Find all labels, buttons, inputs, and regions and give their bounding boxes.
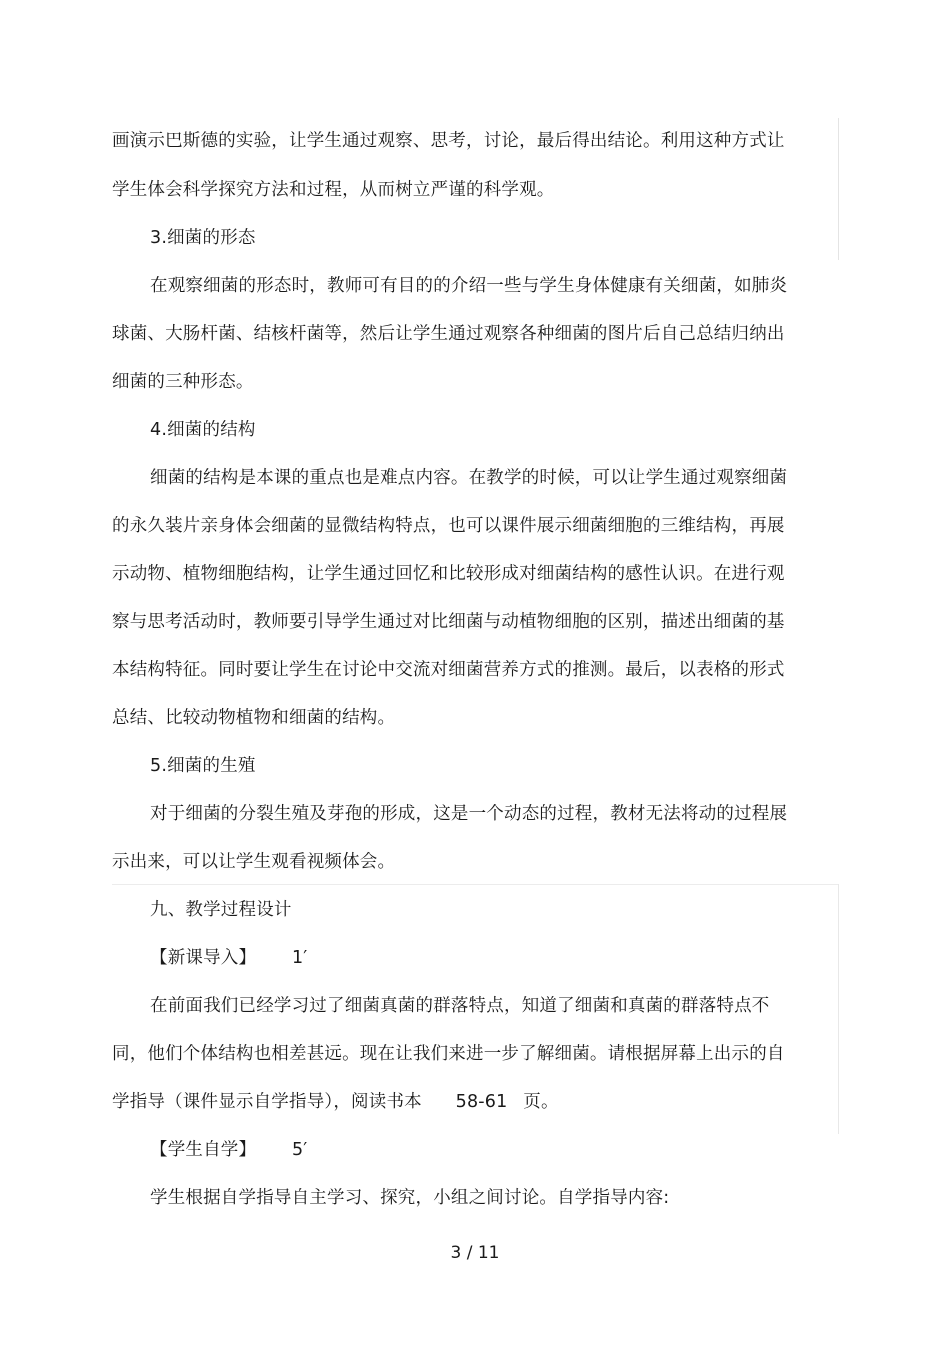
step-duration: 5′ <box>291 1140 308 1160</box>
margin-rule-top <box>838 118 839 260</box>
step-title: 【学生自学】 <box>150 1140 257 1160</box>
section-heading: 九、教学过程设计 <box>150 900 292 920</box>
step-heading <box>150 1138 307 1162</box>
paragraph-line: 的永久装片亲身体会细菌的显微结构特点，也可以课件展示细菌细胞的三维结构，再展 <box>112 516 785 536</box>
page-range: 58-61 <box>455 1092 508 1112</box>
paragraph-line: 学生体会科学探究方法和过程，从而树立严谨的科学观。 <box>112 180 555 200</box>
paragraph-line: 总结、比较动物植物和细菌的结构。 <box>112 708 396 728</box>
margin-rule-bottom <box>838 884 839 1134</box>
section-heading: 3.细菌的形态 <box>150 228 256 248</box>
section-heading: 4.细菌的结构 <box>150 420 256 440</box>
paragraph-line: 学生根据自学指导自主学习、探究，小组之间讨论。自学指导内容: <box>150 1188 670 1208</box>
paragraph-line: 察与思考活动时，教师要引导学生通过对比细菌与动植物细胞的区别，描述出细菌的基 <box>112 612 785 632</box>
paragraph-line: 示动物、植物细胞结构，让学生通过回忆和比较形成对细菌结构的感性认识。在进行观 <box>112 564 785 584</box>
paragraph-line: 细菌的结构是本课的重点也是难点内容。在教学的时候，可以让学生通过观察细菌 <box>150 468 788 488</box>
paragraph-line <box>112 1090 559 1114</box>
page-number: 3 / 11 <box>450 1243 500 1263</box>
paragraph-line: 细菌的三种形态。 <box>112 372 254 392</box>
paragraph-text: 页。 <box>523 1092 559 1112</box>
step-title: 【新课导入】 <box>150 948 257 968</box>
paragraph-text: 学指导（课件显示自学指导），阅读书本 <box>112 1092 422 1112</box>
paragraph-line: 画演示巴斯德的实验，让学生通过观察、思考，讨论，最后得出结论。利用这种方式让 <box>112 131 785 151</box>
paragraph-line: 同，他们个体结构也相差甚远。现在让我们来进一步了解细菌。请根据屏幕上出示的自 <box>112 1044 785 1064</box>
paragraph-line: 对于细菌的分裂生殖及芽孢的形成，这是一个动态的过程，教材无法将动的过程展 <box>150 804 788 824</box>
step-duration: 1′ <box>291 948 308 968</box>
paragraph-line: 本结构特征。同时要让学生在讨论中交流对细菌营养方式的推测。最后，以表格的形式 <box>112 660 785 680</box>
paragraph-line: 球菌、大肠杆菌、结核杆菌等，然后让学生通过观察各种细菌的图片后自己总结归纳出 <box>112 324 785 344</box>
step-heading <box>150 946 307 970</box>
paragraph-line: 在观察细菌的形态时，教师可有目的的介绍一些与学生身体健康有关细菌，如肺炎 <box>150 276 788 296</box>
paragraph-line: 在前面我们已经学习过了细菌真菌的群落特点，知道了细菌和真菌的群落特点不 <box>150 996 770 1016</box>
section-heading: 5.细菌的生殖 <box>150 756 256 776</box>
section-divider <box>112 884 839 885</box>
paragraph-line: 示出来，可以让学生观看视频体会。 <box>112 852 396 872</box>
